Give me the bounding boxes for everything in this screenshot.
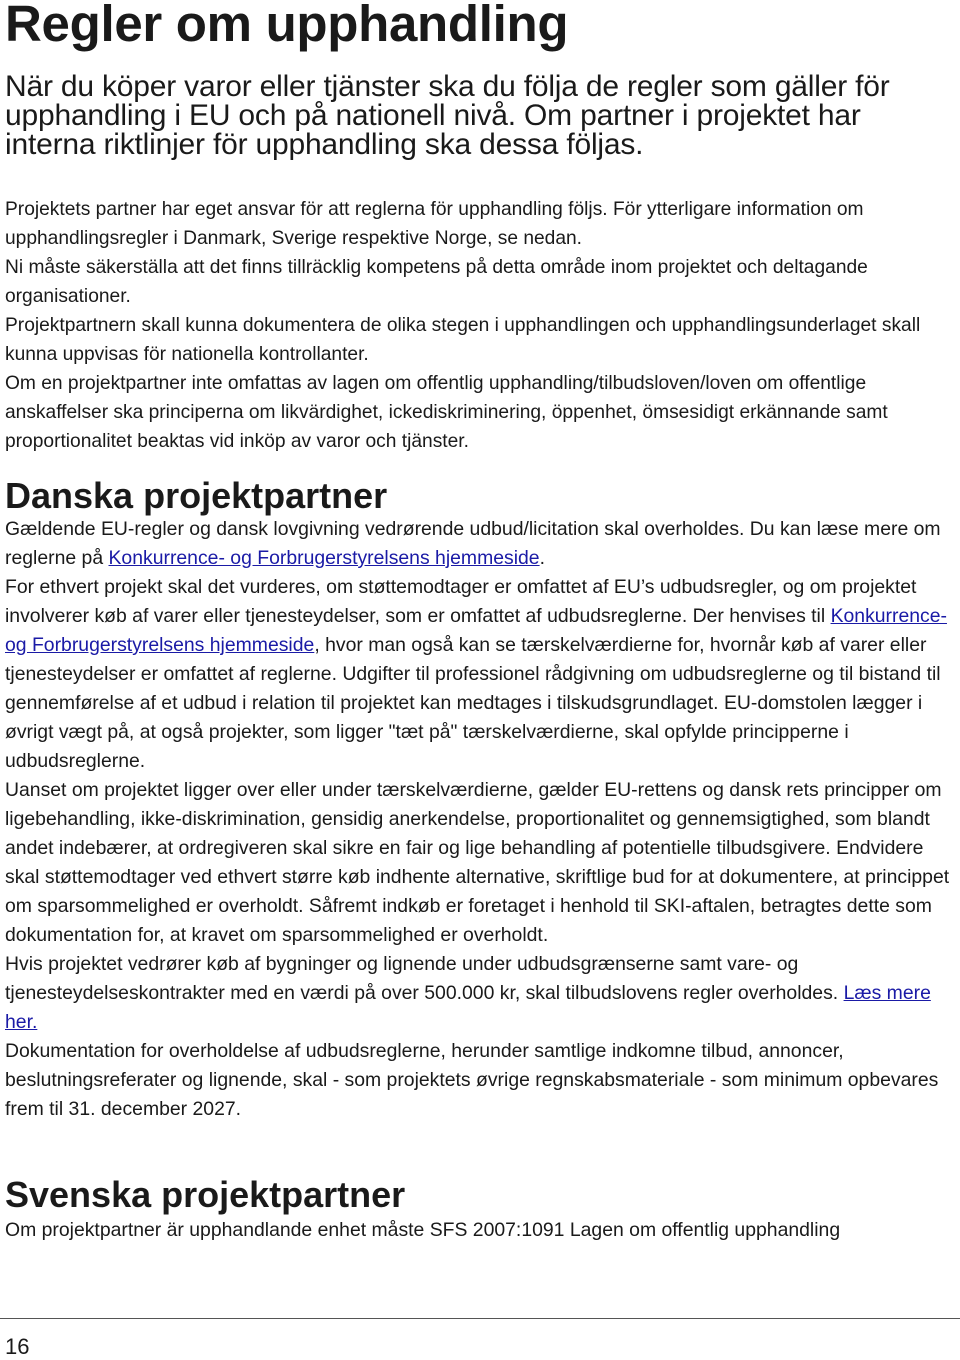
page-title: Regler om upphandling	[5, 0, 569, 52]
konkurrence-link[interactable]: Konkurrence- og Forbrugerstyrelsens hjemmeside	[5, 605, 947, 656]
paragraph: Dokumentation for overholdelse af udbudsreglerne, herunder samtlige indkomne tilbud, annoncer, beslutningsreferater og lignende, skal - som projektets øvrige regnskabsmateriale - som minimum opbevares frem til 31. december 2027.	[5, 1040, 939, 1120]
paragraph-text: Gældende EU-regler og dansk lovgivning vedrørende udbud/licitation skal overholdes. Du kan læse mere om reglerne på	[5, 518, 941, 569]
paragraph-text: Hvis projektet vedrører køb af bygninger og lignende under udbudsgrænserne samt vare- og tjenesteydelseskontrakter med en værdi på over 500.000 kr, skal tilbudslovens regler overholdes.	[5, 953, 844, 1004]
paragraph: Ni måste säkerställa att det finns tillräcklig kompetens på detta område inom projektet och deltagande organisationer.	[5, 257, 868, 307]
paragraph: Uanset om projektet ligger over eller under tærskelværdierne, gælder EU-rettens og dansk rets principper om ligebehandling, ikke-diskrimination, gensidig anerkendelse, proportionalitet og gennemsigtighed, som blandt andet indebærer, at ordregiveren skal sikre en fair og lige behandling af potentielle tilbudsgivere. Endvidere skal støttemodtager ved ethvert større køb indhente alternative, skriftlige bud for at dokumentere, at princippet om sparsommelighed er overholdt. Såfremt indkøb er foretaget i henhold til SKI-aftalen, betragtes dette som dokumentation for, at kravet om sparsommelighed er overholdt.	[5, 779, 950, 946]
footer-divider	[0, 1318, 960, 1319]
danish-section-heading: Danska projektpartner	[5, 475, 388, 516]
paragraph	[5, 950, 957, 1037]
paragraph-text: .	[539, 547, 545, 569]
read-more-link[interactable]: Læs mere her.	[5, 982, 931, 1033]
paragraph-text: , hvor man også kan se tærskelværdierne for, hvornår køb af varer eller tjenesteydelser er omfattet af reglerne. Udgifter til professionel rådgivning om udbudsreglerne og til bistand til gennemførelse af et udbud i relation til projektet kan medtages i tilskudsgrundlaget. EU-domstolen lægger i øvrigt vægt på, at også projekter, som ligger "tæt på" tærskelværdierne, skal opfylde principperne i udbudsreglerne.	[5, 634, 941, 772]
swedish-section-heading: Svenska projektpartner	[5, 1174, 406, 1215]
swedish-general-section	[5, 195, 957, 456]
paragraph	[5, 515, 957, 573]
danish-section	[5, 515, 957, 1124]
paragraph-text: For ethvert projekt skal det vurderes, om støttemodtager er omfattet af EU’s udbudsregler, og om projektet involverer køb af varer eller tjenesteydelser, som er omfattet af udbudsreglerne. Der henvises til	[5, 576, 917, 627]
page-number: 16	[5, 1334, 30, 1359]
swedish-section	[5, 1216, 957, 1245]
intro-paragraph: När du köper varor eller tjänster ska du följa de regler som gäller för upphandling i EU och på nationell nivå. Om partner i projektet har interna riktlinjer för upphandling ska dessa följas.	[5, 70, 890, 161]
paragraph: Om projektpartner är upphandlande enhet måste SFS 2007:1091 Lagen om offentlig upphandling	[5, 1219, 841, 1241]
paragraph: Om en projektpartner inte omfattas av lagen om offentlig upphandling/tilbudsloven/loven om offentlige anskaffelser ska principerna om likvärdighet, ickediskriminering, öppenhet, ömsesidigt erkännande samt proportionalitet beaktas vid inköp av varor och tjänster.	[5, 373, 888, 452]
paragraph: Projektets partner har eget ansvar för att reglerna för upphandling följs. För ytterligare information om upphandlingsregler i Danmark, Sverige respektive Norge, se nedan.	[5, 199, 864, 249]
konkurrence-link[interactable]: Konkurrence- og Forbrugerstyrelsens hjemmeside	[108, 547, 540, 569]
paragraph: Projektpartnern skall kunna dokumentera de olika stegen i upphandlingen och upphandlingsunderlaget skall kunna uppvisas för nationella kontrollanter.	[5, 315, 921, 365]
paragraph	[5, 573, 957, 776]
